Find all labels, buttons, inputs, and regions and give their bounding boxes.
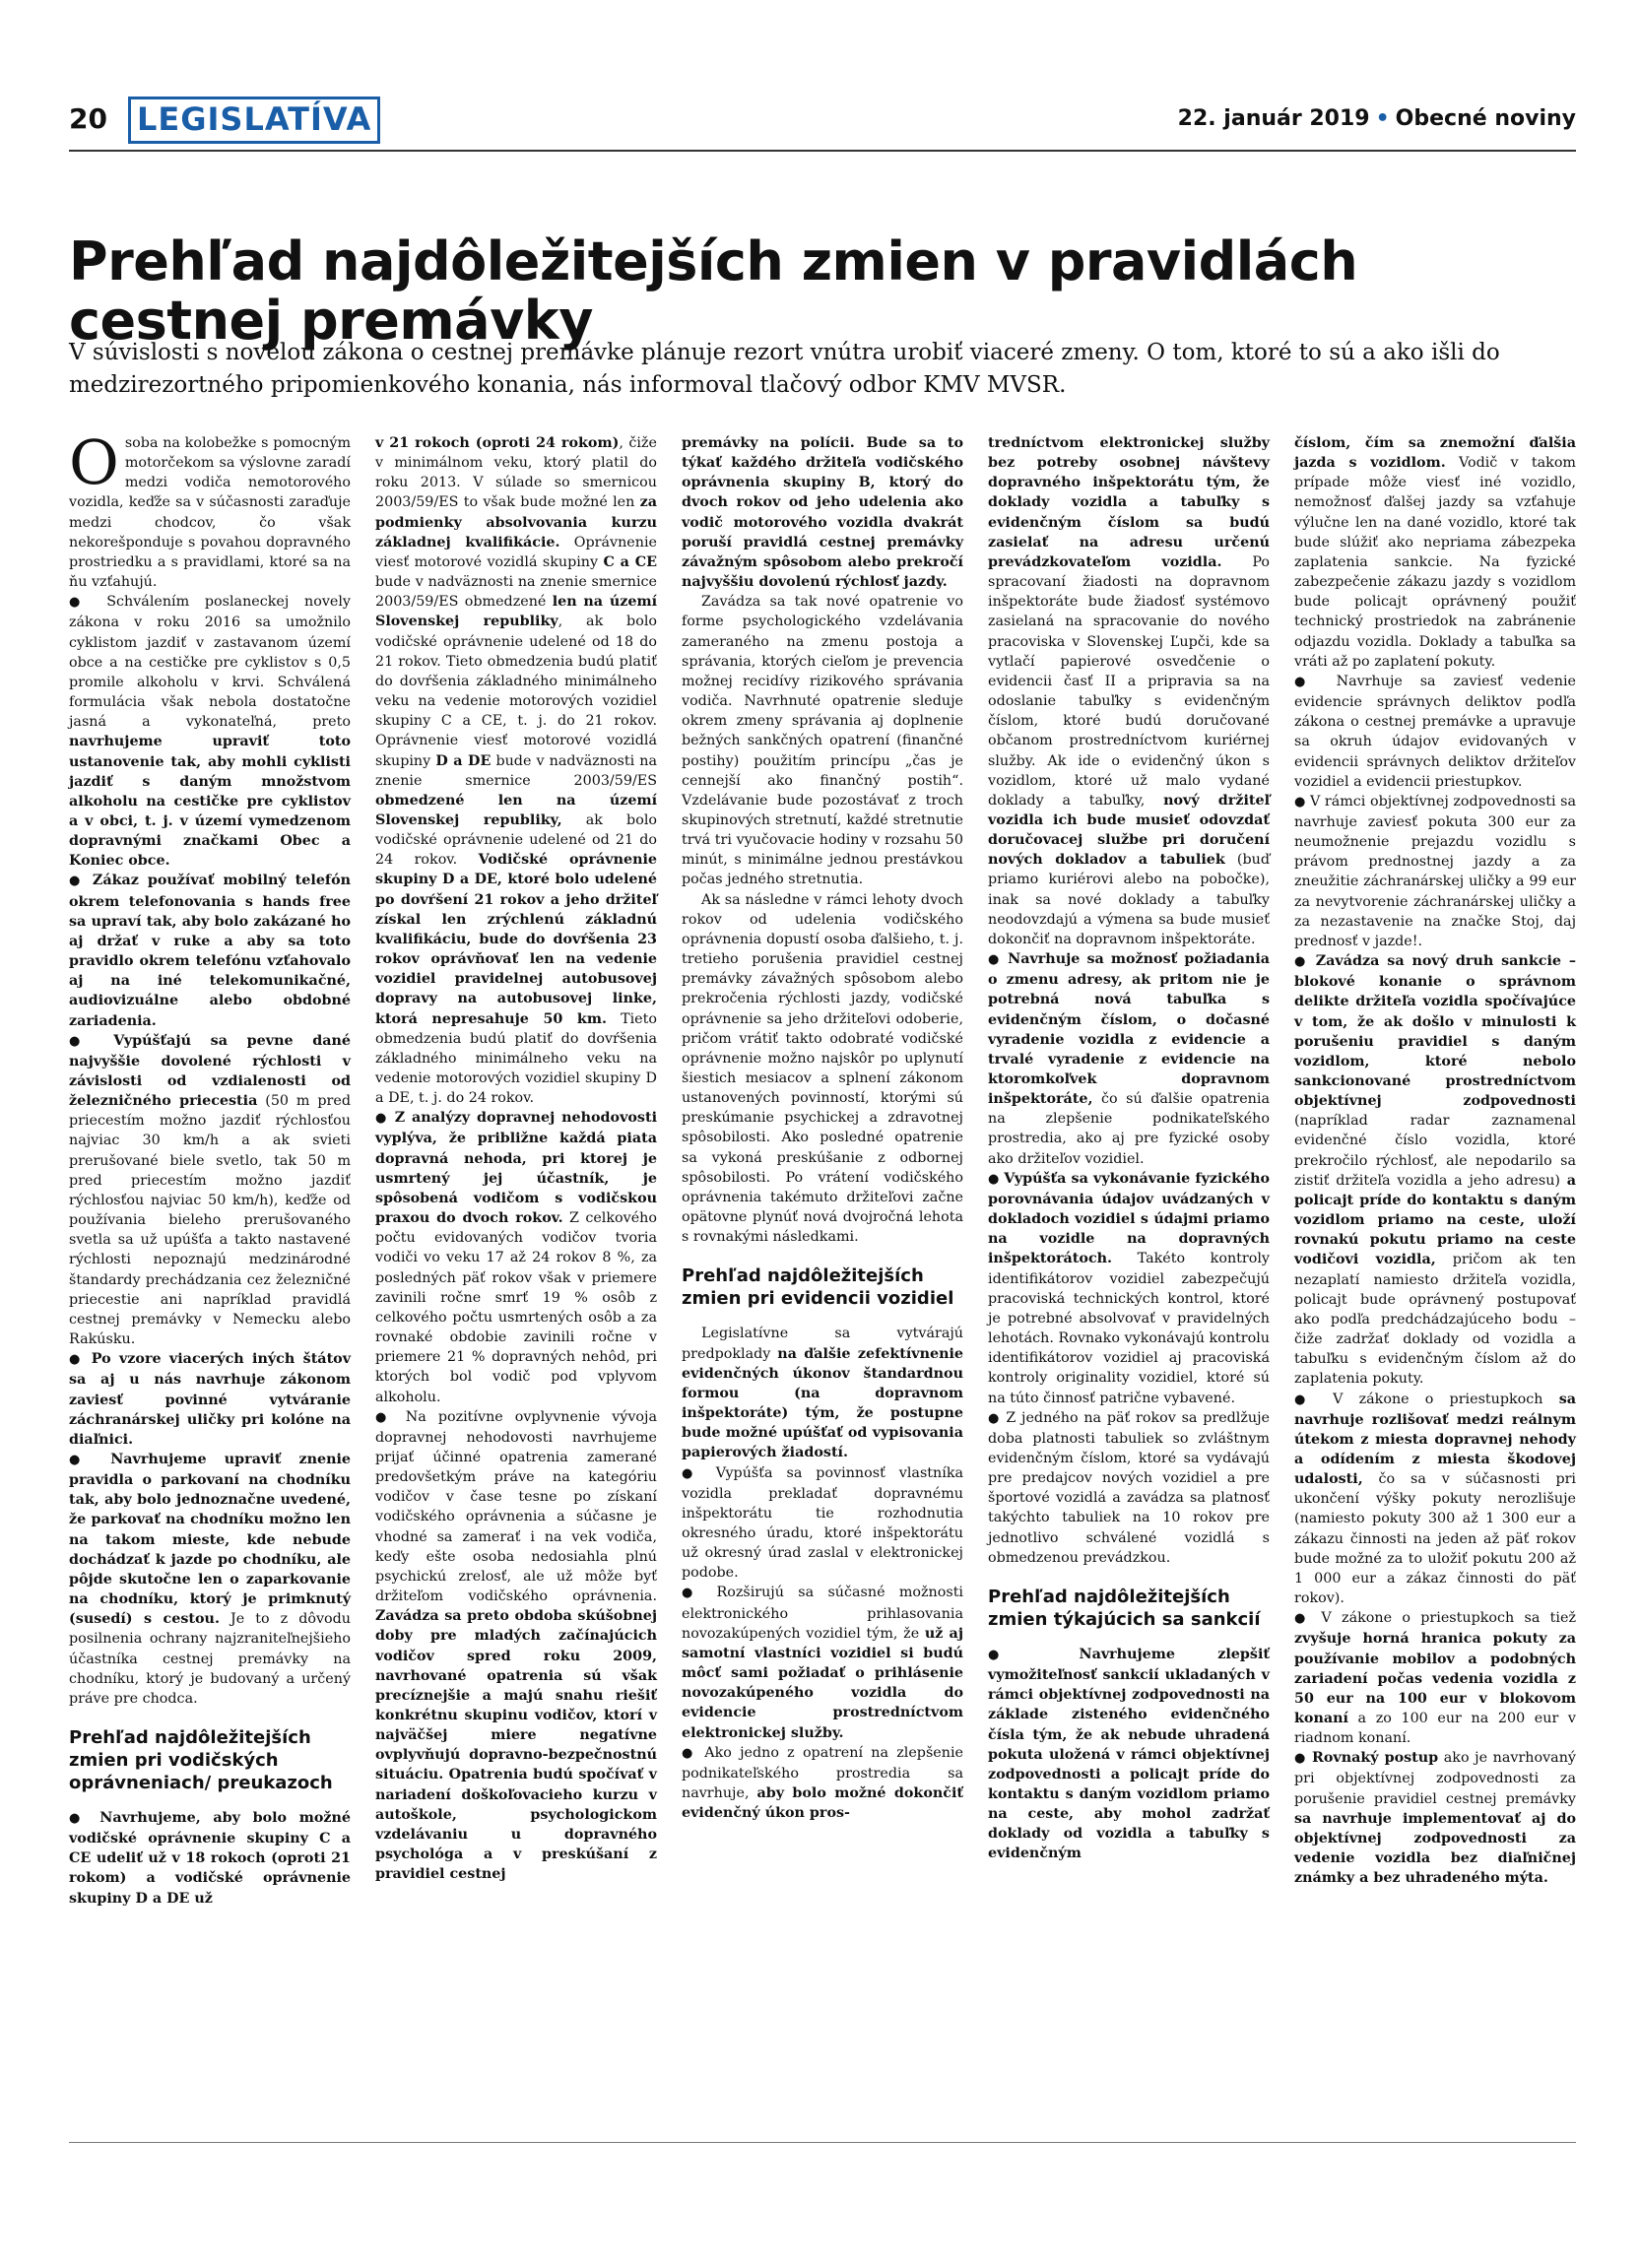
article-body bbox=[69, 426, 1577, 2127]
paragraph-text: Zavádza sa tak nové opatrenie vo forme psychologického vzdelávania zameraného na zmenu postoja a správania, ktorých cieľom je prevencia možnej recidívy rizikového správania vodiča. Navrhnuté opatrenie sleduje okrem zmeny správania aj doplnenie bežných sankčných opatrení (finančné postihy) použitím princípu „čas je cennejší ako finančný postih“. Vzdelávanie bude pozostávať z troch skupinových stretnutí, každé stretnutie trvá tri vyučovacie hodiny v rozsahu 50 minút, s minimálne jednou prestávkou počas jedného stretnutia. bbox=[682, 594, 963, 888]
paragraph-bold: Zavádza sa nový druh sankcie – blokové konanie o správnom delikte držiteľa vozidla spočívajúce v tom, že ak došlo v minulosti k porušeniu pravidiel s daným vozidlom, ktoré nebolo sankcionované prostredníctvom objektívnej zodpovednosti bbox=[1294, 953, 1577, 1110]
paragraph bbox=[682, 890, 963, 1248]
column-4 bbox=[988, 433, 1270, 1864]
paragraph-bold: Zákaz používať mobilný telefón okrem telefonovania s hands free sa upraví tak, aby bolo zakázané ho aj držať v ruke a aby sa toto pravidlo okrem telefónu vzťahovalo aj na iné telekomunikačné, audiovizuálne alebo obdobné zariadenia. bbox=[69, 873, 351, 1029]
paragraph-text: Legislatívne sa vytvárajú predpoklady bbox=[682, 1326, 963, 1362]
paragraph-bold: a policajt príde do kontaktu s daným vozidlom priamo na ceste, uloží rovnakú pokutu priamo na ceste vodičovi vozidla, bbox=[1294, 1172, 1576, 1268]
bullet-icon: ● bbox=[1294, 674, 1319, 689]
paragraph-text: , čiže v minimálnom veku, ktorý platil do roku 2013. V súlade so smernicou 2003/59/ES to však bude možné len bbox=[375, 435, 657, 511]
paragraph-bold: aby bolo možné dokončiť evidenčný úkon pros- bbox=[682, 1785, 963, 1822]
paragraph bbox=[988, 949, 1270, 1169]
paragraph-bold: Zavádza sa preto obdoba skúšobnej doby pre mladých začínajúcich vodičov spred roku 2009, navrhované opatrenia sú však precíznejšie a majú snahu riešiť konkrétnu skupinu vodičov, ktorí v najväčšej miere negatívne ovplyvňujú dopravno-bezpečnostnú situáciu. Opatrenia budú spočívať v nariadení doškoľovacieho kurzu v autoškole, psychologickom vzdelávaniu u dopravného psychológa a v preskúšaní z pravidiel cestnej bbox=[375, 1608, 657, 1883]
paragraph-bold: Navrhujeme, aby bolo možné vodičské oprávnenie skupiny C a CE udeliť už v 18 rokoch (oproti 21 rokom) a vodičské oprávnenie skupiny D a DE už bbox=[69, 1810, 352, 1907]
paragraph bbox=[1294, 951, 1576, 1389]
issue-date: 22. január 2019 bbox=[1177, 106, 1370, 131]
paragraph-bold: Po vzore viacerých iných štátov sa aj u nás navrhuje zákonom zaviesť povinné vytváranie záchranárskej uličky pri kolóne na diaľnici. bbox=[69, 1351, 352, 1448]
article-lead: V súvislosti s novelou zákona o cestnej premávke plánuje rezort vnútra urobiť viaceré zmeny. O tom, ktoré to sú a ako išli do medzirezortného pripomienkového konania, nás informoval tlačový odbor KMV MVSR. bbox=[69, 340, 1500, 398]
paragraph bbox=[682, 1324, 963, 1462]
paragraph-text: pričom ak ten nezaplatí namiesto držiteľa vozidla, policajt bude oprávnený postupovať ako podľa predchádzajúceho bodu – čiže zadržať doklady od vozidla a tabuľku s evidenčným číslom až do zaplatenia pokuty. bbox=[1294, 1252, 1576, 1388]
paragraph-bold: na ďalšie zefektívnenie evidenčných úkonov štandardnou formou (na dopravnom inšpektoráte) tým, že postupne bude možné upúšťať od vypisovania papierových žiadostí. bbox=[682, 1345, 963, 1461]
paragraph-text: V rámci objektívnej zodpovednosti sa navrhuje zaviesť pokuta 300 eur za neumožnenie prejazdu vozidlu s právom prednostnej jazdy a za zneužitie záchranárskej uličky a 99 eur za nevytvorenie záchranárskej uličky a za nezastavenie na značke Stoj, daj prednosť v jazde!. bbox=[1294, 793, 1577, 949]
bullet-icon: ● bbox=[1294, 794, 1306, 810]
paragraph-text: ak bolo vodičské oprávnenie udelené od 21 do 24 rokov. bbox=[375, 811, 657, 869]
subheading: Prehľad najdôležitejších zmien pri evidencii vozidiel bbox=[682, 1265, 954, 1310]
paragraph-bold: sa navrhuje rozlišovať medzi reálnym útekom z miesta dopravnej nehody a odídením z miesta škodovej udalosti, bbox=[1294, 1391, 1577, 1488]
paragraph bbox=[682, 1743, 963, 1824]
paragraph-bold: navrhujeme upraviť toto ustanovenie tak, aby mohli cyklisti jazdiť s daným množstvom alkoholu na cestičke pre cyklistov a v obci, t. j. v území vymedzenom dopravnými značkami Obec a Koniec obce. bbox=[69, 734, 351, 870]
bullet-icon: ● bbox=[1294, 1751, 1307, 1767]
paragraph-text: Vypúšťa sa povinnosť vlastníka vozidla prekladať dopravnému inšpektorátu tie rozhodnutia okresného úradu, ktoré inšpektorátu už okresný úrad zaslal v elektronickej podobe. bbox=[682, 1464, 964, 1582]
paragraph bbox=[988, 433, 1270, 949]
bullet-icon: ● bbox=[69, 1033, 96, 1049]
column-1 bbox=[69, 426, 352, 1909]
paragraph-bold: D a DE bbox=[435, 752, 492, 769]
paragraph-bold: len na území Slovenskej republiky bbox=[375, 594, 658, 630]
paragraph-bold: Vypúšťajú sa pevne dané najvyššie dovolené rýchlosti v závislosti od vzdialenosti od železničného priecestia bbox=[69, 1032, 351, 1110]
bullet-icon: ● bbox=[375, 1111, 389, 1127]
separator-dot: • bbox=[1375, 106, 1390, 131]
paragraph bbox=[375, 1108, 657, 1406]
publication-name: Obecné noviny bbox=[1395, 106, 1576, 131]
paragraph-text: ako je navrhovaný pri objektívnej zodpovednosti za porušenie pravidiel cestnej premávky bbox=[1294, 1750, 1576, 1807]
paragraph bbox=[682, 592, 963, 889]
bullet-icon: ● bbox=[682, 1465, 702, 1481]
bullet-icon: ● bbox=[1294, 1392, 1317, 1407]
paragraph-bold: zvyšuje horná hranica pokuty za používanie mobilov a podobných zariadení počas vedenia vozidla z 50 eur na 100 eur v blokovom konaní bbox=[1294, 1631, 1576, 1726]
bullet-icon: ● bbox=[988, 1171, 1000, 1187]
paragraph-text: (buď priamo kuriérovi alebo na pobočke), inak sa nové doklady a tabuľky neodovzdajú a výmena sa bude musieť dokončiť na dopravnom inšpektoráte. bbox=[988, 852, 1271, 947]
drop-cap: O bbox=[69, 426, 119, 498]
paragraph-bold: už aj samotní vlastníci vozidiel si budú môcť sami požiadať o prihlásenie novozakúpeného vozidla do evidencie prostredníctvom elektronickej služby. bbox=[682, 1625, 963, 1741]
paragraph bbox=[375, 433, 657, 1108]
column-3 bbox=[682, 433, 963, 1823]
paragraph-text: Z celkového počtu evidovaných vodičov tvoria vodiči vo veku 17 až 24 rokov 8 %, za posledných päť rokov však v priemere zavinili ročne smrť 19 % osôb z celkového počtu usmrtených osôb a za rovnaké obdobie zavinili ročne v priemere 21 % dopravných nehôd, pri ktorých bol vodič pod vplyvom alkoholu. bbox=[375, 1210, 657, 1405]
paragraph-text: Takéto kontroly identifikátorov vozidiel zabezpečujú pracoviská technických kontrol, ktoré je potrebné absolvovať v pravidelných lehotách. Rovnako vykonávajú kontrolu identifikátorov vozidiel aj pracoviská kontroly originality vozidiel, ktoré sú na túto činnosť patrične vybavené. bbox=[988, 1251, 1270, 1406]
paragraph bbox=[1294, 433, 1576, 672]
paragraph-bold: Vypúšťa sa vykonávanie fyzického porovnávania údajov uvádzaných v dokladoch vozidiel s údajmi priamo na vozidle na dopravných inšpektorátoch. bbox=[988, 1170, 1271, 1267]
paragraph-bold: nový držiteľ vozidla ich bude musieť odovzdať doručovacej službe pri doručení nových dokladov a tabuliek bbox=[988, 792, 1271, 869]
subheading: Prehľad najdôležitejších zmien pri vodičských oprávneniach/ preukazoch bbox=[69, 1727, 333, 1793]
bullet-icon: ● bbox=[988, 952, 1002, 968]
bullet-icon: ● bbox=[69, 1352, 84, 1368]
paragraph bbox=[69, 1349, 351, 1450]
paragraph-text: Oprávnenie viesť motorové vozidlá skupiny bbox=[375, 534, 657, 570]
paragraph-text: V zákone o priestupkoch bbox=[1333, 1391, 1559, 1407]
footer-rule bbox=[69, 2142, 1576, 2143]
paragraph-text: Z jedného na päť rokov sa predlžuje doba platnosti tabuliek so zvláštnym evidenčným číslom, ktoré sa vydávajú pre predajcov nových vozidiel a pre športové vozidlá a zavádza sa platnosť takýchto tabuliek na 10 rokov pre jednotlivo schválené vozidlá s obmedzenou prevádzkou. bbox=[988, 1409, 1271, 1566]
paragraph-text: bude v nadväznosti na znenie smernice 2003/59/ES bbox=[375, 752, 657, 789]
page-header bbox=[69, 97, 1576, 152]
paragraph bbox=[988, 1408, 1270, 1568]
paragraph bbox=[1294, 1608, 1576, 1748]
column-2 bbox=[375, 433, 657, 1884]
paragraph-text: a zo 100 eur na 200 eur v riadnom konaní. bbox=[1294, 1711, 1576, 1747]
paragraph-bold: Navrhujeme upraviť znenie pravidla o parkovaní na chodníku tak, aby bolo jednoznačne uvedené, že parkovať na chodníku možno len na takom mieste, kde nebude dochádzať k jazde po chodníku, ale pôjde skutočne len o zaparkovanie na chodníku, ktorý je primknutý (susedí) s cestou. bbox=[69, 1451, 351, 1628]
paragraph-bold: Navrhuje sa možnosť požiadania o zmenu adresy, ak pritom nie je potrebná nová tabuľka s evidenčným číslom, o dočasné vyradenie vozidla z evidencie a trvalé vyradenie z evidencie na ktoromkoľvek dopravnom inšpektoráte, bbox=[988, 951, 1271, 1108]
paragraph-text: Ak sa následne v rámci lehoty dvoch rokov od udelenia vodičského oprávnenia dopustí osoba ďalšieho, t. j. tretieho porušenia pravidiel cestnej premávky závažných spôsobom alebo prekročenia rýchlosti jazdy, vodičské oprávnenie sa jeho držiteľovi odoberie, pričom vrátiť takto odobraté vodičské oprávnenie možno najskôr po uplynutí šiestich mesiacov a splnení zákonom ustanovených povinností, ktorými sú preskúmanie psychickej a zdravotnej spôsobilosti. Ako posledné opatrenie sa vykoná preskúšanie z odbornej spôsobilosti. Po vrátení vodičského oprávnenia takémuto držiteľovi začne opätovne plynúť nová dvojročná lehota s rovnakými následkami. bbox=[682, 891, 963, 1246]
paragraph bbox=[69, 426, 351, 592]
paragraph-text: Je to z dôvodu posilnenia ochrany najzraniteľnejšieho účastníka cestnej premávky na chodníku, ktorý je budovaný a určený práve pre chodca. bbox=[69, 1611, 351, 1707]
paragraph-text: čo sú ďalšie opatrenia na zlepšenie podnikateľského prostredia, ako aj pre fyzické osoby ako držiteľov vozidiel. bbox=[988, 1091, 1270, 1167]
paragraph-text: , ak bolo vodičské oprávnenie udelené od 18 do 21 rokov. Tieto obmedzenia budú platiť do dovŕšenia základného minimálneho veku na vedenie motorových vozidiel skupiny C a CE, t. j. do 21 rokov. Oprávnenie viesť motorové vozidlá skupiny bbox=[375, 614, 657, 769]
paragraph-bold: v 21 rokoch (oproti 24 rokom) bbox=[375, 435, 620, 451]
bullet-icon: ● bbox=[988, 1647, 1037, 1662]
paragraph-text: V zákone o priestupkoch sa tiež bbox=[1321, 1610, 1576, 1627]
paragraph-bold: za podmienky absolvovania kurzu základnej kvalifikácie. bbox=[375, 494, 657, 551]
paragraph-bold: obmedzené len na území Slovenskej republiky, bbox=[375, 792, 657, 828]
paragraph bbox=[1294, 672, 1576, 792]
paragraph-text: čo sa v súčasnosti pri ukončení výšky pokuty nerozlišuje (namiesto pokuty 300 až 1 300 eur a zákazu činnosti na jeden až päť rokov bude možné za to uložiť pokutu 200 až 1 000 eur a zákaz činnosti do päť rokov). bbox=[1294, 1471, 1576, 1607]
page-number: 20 bbox=[69, 102, 107, 135]
paragraph-text: Navrhuje sa zaviesť vedenie evidencie správnych deliktov podľa zákona o cestnej premávke a upravuje sa okruh údajov evidovaných v evidencii správnych deliktov držiteľov vozidiel a evidencii priestupkov. bbox=[1294, 673, 1576, 790]
paragraph-text: Rozširujú sa súčasné možnosti elektronického prihlasovania novozakúpených vozidiel tým, že bbox=[682, 1585, 964, 1642]
bullet-icon: ● bbox=[682, 1586, 703, 1601]
paragraph-text: Na pozitívne ovplyvnenie vývoja dopravnej nehodovosti navrhujeme prijať účinné opatrenia zamerané predovšetkým práve na kategóriu vodičov v čase tesne po získaní vodičského oprávnenia a súčasne je vhodné sa zamerať i na vek vodiča, keďy ešte osoba nedosiahla plnú psychickú zrelosť, ale už môže byť držiteľom vodičského oprávnenia. bbox=[375, 1408, 657, 1605]
paragraph-text: soba na kolobežke s pomocným motorčekom sa výslovne zaradí medzi vodiča nemotorového vozidla, keďže sa v súčasnosti zaraďuje medzi chodcov, čo však nekorešponduje s povahou dopravného prostriedku a s pravidlami, ktoré sa na ňu vzťahujú. bbox=[69, 435, 351, 591]
paragraph-bold: Vodičské oprávnenie skupiny D a DE, ktoré bolo udelené po dovŕšení 21 rokov a jeho držiteľ získal len zrýchlenú základnú kvalifikáciu, bude do dovŕšenia 23 rokov oprávňovať len na vedenie vozidiel pravidelnej autobusovej dopravy na autobusovej linke, ktorá nepresahuje 50 km. bbox=[375, 852, 657, 1027]
subheading: Prehľad najdôležitejších zmien týkajúcich sa sankcií bbox=[988, 1586, 1261, 1630]
paragraph bbox=[69, 1450, 351, 1709]
paragraph bbox=[682, 1583, 963, 1742]
bullet-icon: ● bbox=[69, 1811, 89, 1826]
paragraph bbox=[69, 1808, 351, 1909]
paragraph bbox=[69, 871, 351, 1030]
paragraph-bold: sa navrhuje implementovať aj do objektívnej zodpovednosti za vedenie vozidla bez diaľničnej známky a bez uhradeného mýta. bbox=[1294, 1810, 1576, 1887]
paragraph-text: Tieto obmedzenia budú platiť do dovŕšenia základného minimálneho veku na vedenie motorových vozidiel skupiny D a DE, t. j. do 24 rokov. bbox=[375, 1010, 657, 1107]
column-5 bbox=[1294, 433, 1576, 1888]
paragraph-text: (50 m pred priecestím možno jazdiť rýchlosťou najviac 30 km/h a ak svieti prerušované biele svetlo, tak 50 m pred priecestím možno jazdiť rýchlosťou najviac 50 km/h), keďže od používania bieleho prerušovaného svetla sa už upúšťa a takto nastavené rýchlosti nepoznajú medzinárodné štandardy prechádzania cez železničné priecestie ani napríklad pravidlá cestnej premávky v Nemecku alebo Rakúsku. bbox=[69, 1093, 351, 1348]
paragraph-bold: Z analýzy dopravnej nehodovosti vyplýva, že približne každá piata dopravná nehoda, pri ktorej je usmrtený jej účastník, je spôsobená vodičom s vodičskou praxou do dvoch rokov. bbox=[375, 1110, 658, 1227]
bullet-icon: ● bbox=[69, 595, 92, 611]
paragraph-text: (napríklad radar zaznamenal evidenčné číslo vozidla, ktoré prekročilo rýchlosť, ale nepodarilo sa zistiť držiteľa vozidla a jeho adresu) bbox=[1294, 1113, 1576, 1189]
issue-info bbox=[1178, 106, 1576, 131]
paragraph-text: Po spracovaní žiadosti na dopravnom inšpektoráte bude žiadosť systémovo zasielaná na spracovanie do nového pracoviska v Slovenskej Ľupči, kde sa vytlačí papierové osvedčenie o evidencii časť II a pripravia sa na odoslanie tabuľky s evidenčným číslom, ktoré budú doručované občanom prostredníctvom kuriérnej služby. Ak ide o evidenčný úkon s vozidlom, ktoré už malo vydané doklady a tabuľky, bbox=[988, 553, 1270, 809]
paragraph bbox=[1294, 1390, 1576, 1609]
paragraph-bold: premávky na polícii. Bude sa to týkať každého držiteľa vodičského oprávnenia skupiny B, ktorý do dvoch rokov od jeho udelenia ako vodič motorového vozidla dvakrát poruší pravidlá cestnej premávky závažným spôsobom alebo prekročí najvyššiu dovolenú rýchlosť jazdy. bbox=[682, 435, 963, 591]
paragraph bbox=[69, 1031, 351, 1350]
paragraph-text: Vodič v takom prípade môže viesť iné vozidlo, nemožnosť ďalšej jazdy sa vzťahuje výlučne len na dané vozidlo, ktoré tak bude slúžiť ako nepriama zábezpeka zaplatenia sankcie. Na fyzické zabezpečenie zákazu jazdy s vozidlom bude policajt oprávnený použiť technický prostriedok na zabránenie odjazdu vozidla. Doklady a tabuľka sa vráti až po zaplatení pokuty. bbox=[1294, 455, 1576, 670]
paragraph-bold: Navrhujeme zlepšiť vymožiteľnosť sankcií ukladaných v rámci objektívnej zodpovednosti na základe zisteného evidenčného čísla tým, že ak nebude uhradená pokuta uložená v rámci objektívnej zodpovednosti a policajt príde do kontaktu s daným vozidlom priamo na ceste, aby mohol zadržať doklady od vozidla a tabuľky s evidenčným bbox=[988, 1646, 1270, 1862]
bullet-icon: ● bbox=[1294, 1611, 1312, 1627]
header-rule bbox=[69, 150, 1576, 152]
paragraph-bold: tredníctvom elektronickej služby bez potreby osobnej návštevy dopravného inšpektorátu tým, že doklady vozidla a tabuľky s evidenčným číslom sa budú zasielať na adresu určenú prevádzkovateľom vozidla. bbox=[988, 435, 1270, 570]
paragraph bbox=[69, 592, 351, 871]
bullet-icon: ● bbox=[69, 1452, 94, 1467]
paragraph bbox=[988, 1645, 1270, 1864]
paragraph-text: Ako jedno z opatrení na zlepšenie podnikateľského prostredia sa navrhuje, bbox=[682, 1744, 963, 1801]
paragraph-bold: číslom, čím sa znemožní ďalšia jazda s vozidlom. bbox=[1294, 435, 1576, 472]
paragraph-text: bude v nadväznosti na znenie smernice 2003/59/ES obmedzené bbox=[375, 574, 657, 611]
paragraph-text: Schválením poslaneckej novely zákona v roku 2016 sa umožnilo cyklistom jazdiť v zastavanom území obce a na cestičke pre cyklistov s 0,5 promile alkoholu v krvi. Schválená formulácia však nebola dostatočne jasná a vykonateľná, preto bbox=[69, 594, 352, 731]
bullet-icon: ● bbox=[988, 1410, 1001, 1426]
paragraph-bold: Rovnaký postup bbox=[1311, 1750, 1439, 1767]
bullet-icon: ● bbox=[682, 1745, 697, 1761]
paragraph bbox=[682, 1463, 963, 1584]
paragraph bbox=[682, 433, 963, 592]
bullet-icon: ● bbox=[1294, 954, 1309, 970]
article-title: Prehľad najdôležitejších zmien v pravidlách cestnej premávky bbox=[69, 230, 1358, 353]
paragraph bbox=[1294, 792, 1576, 951]
bullet-icon: ● bbox=[375, 1409, 394, 1425]
section-label: LEGISLATÍVA bbox=[128, 97, 380, 144]
paragraph-bold: C a CE bbox=[603, 553, 658, 570]
paragraph bbox=[1294, 1748, 1576, 1888]
bullet-icon: ● bbox=[69, 874, 85, 889]
paragraph bbox=[375, 1407, 657, 1885]
paragraph bbox=[988, 1169, 1270, 1408]
